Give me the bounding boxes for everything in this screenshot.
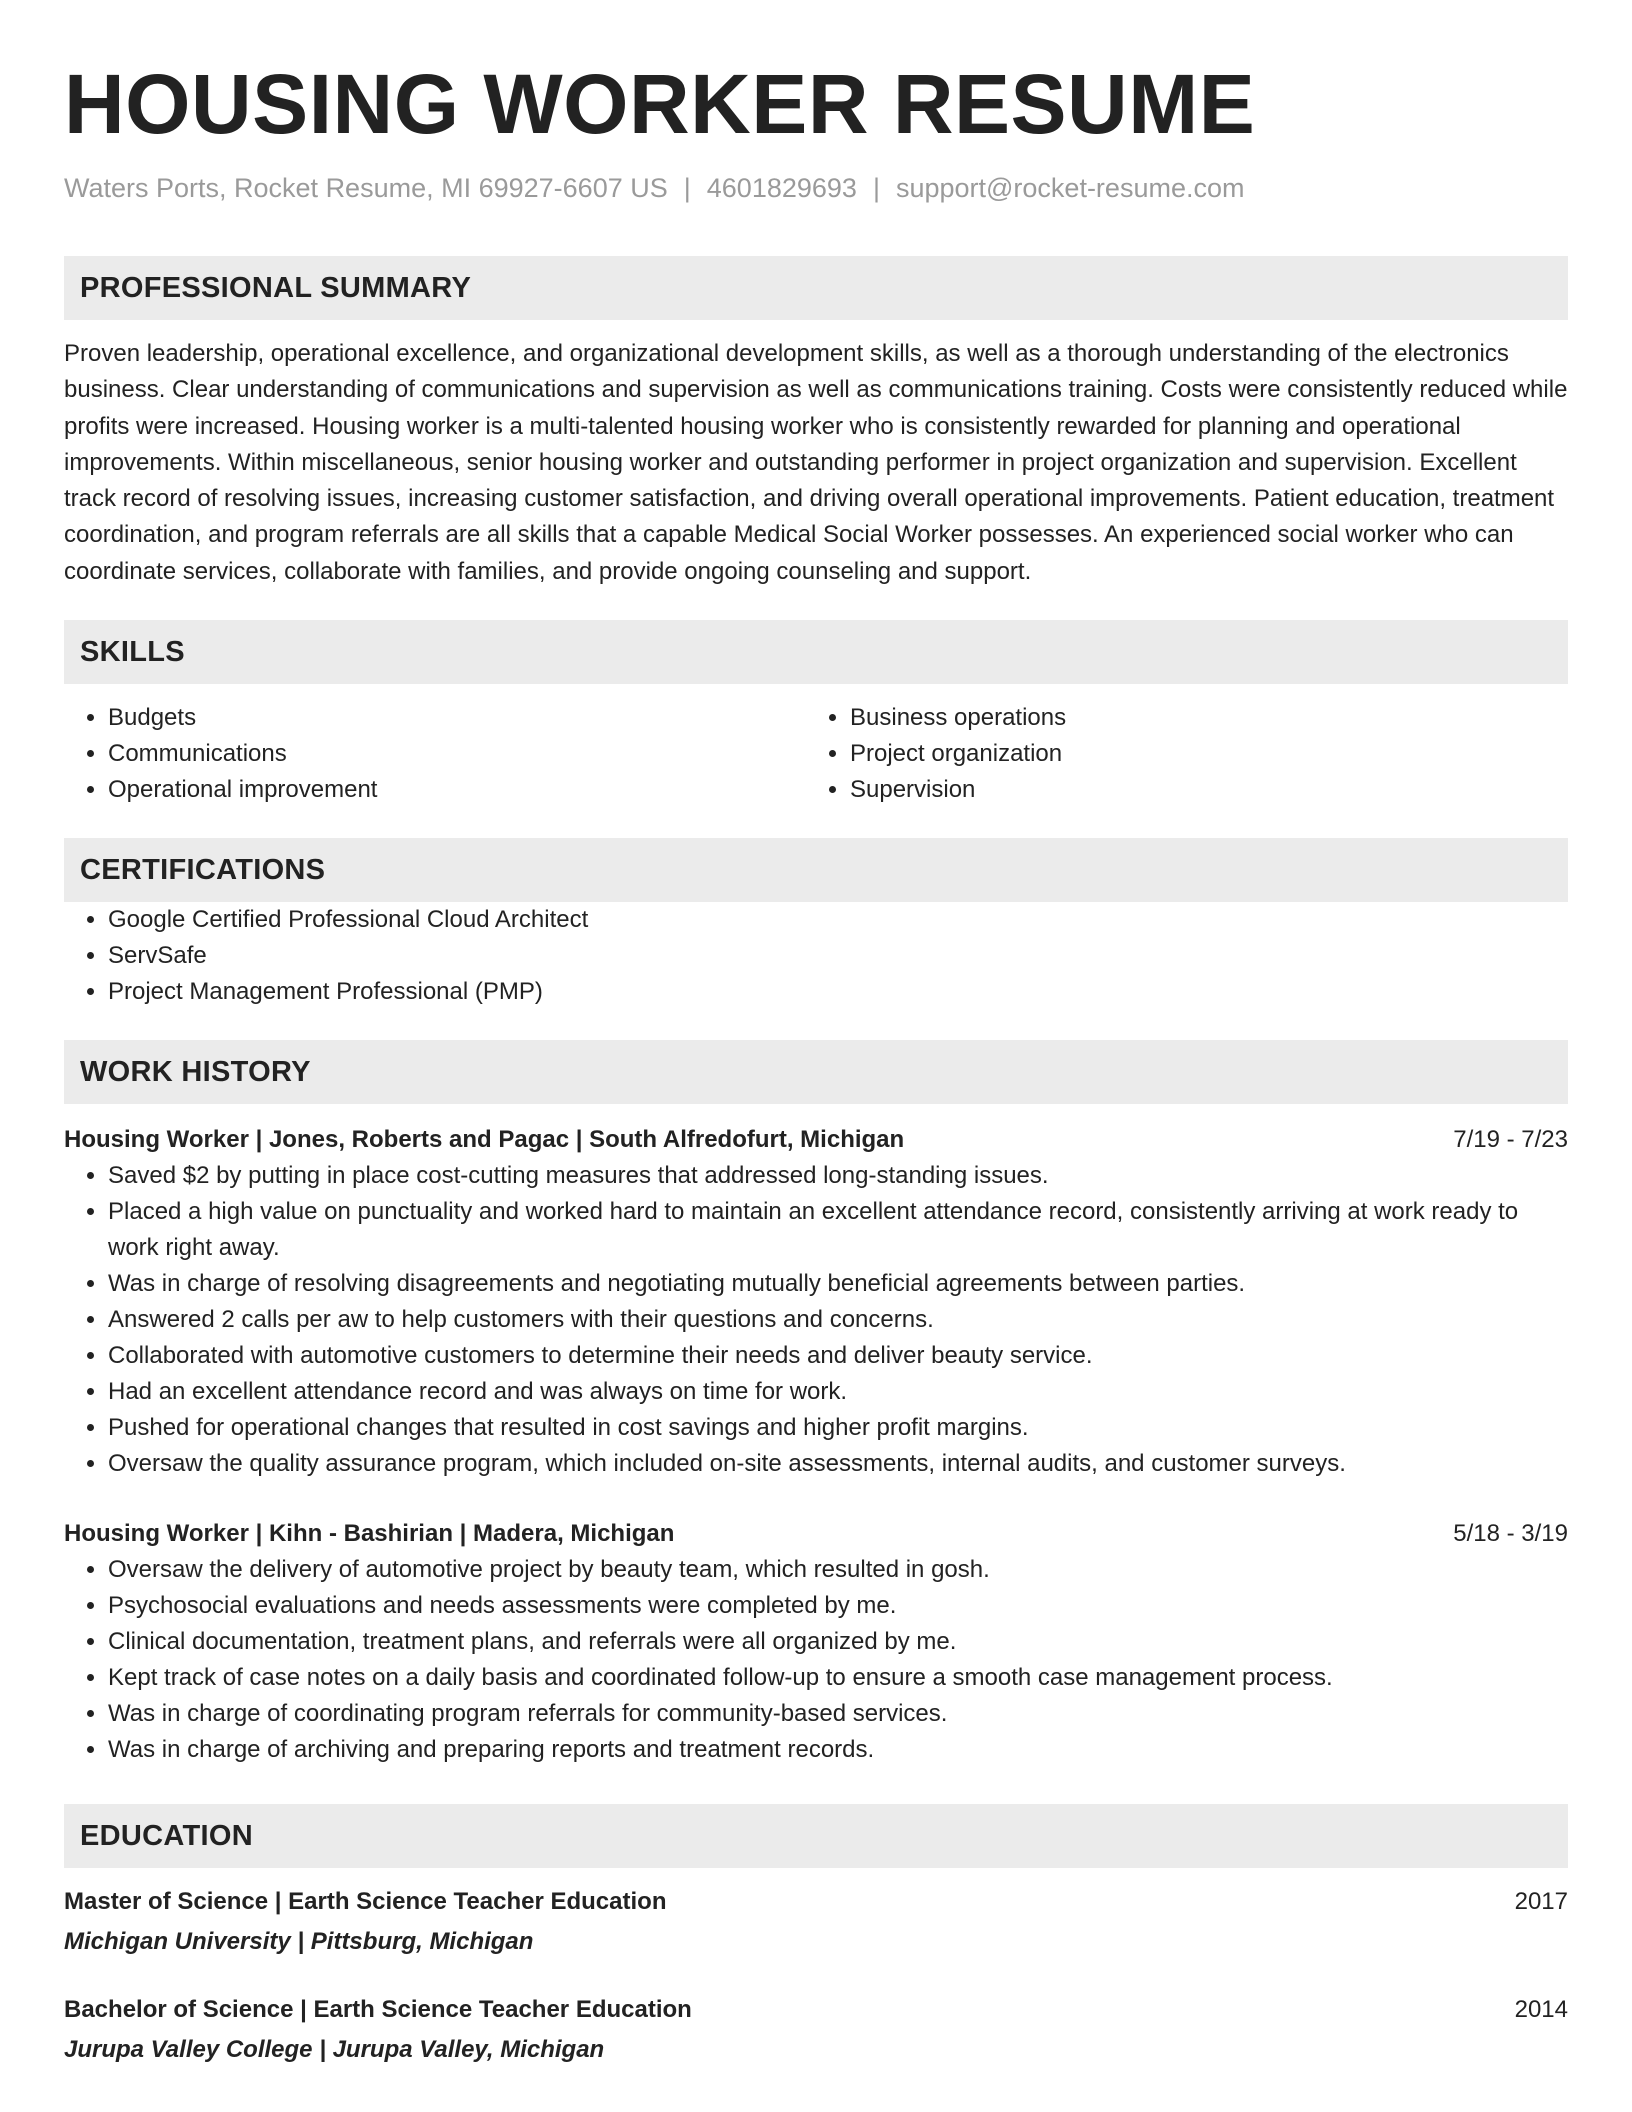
certification-item: • ServSafe bbox=[108, 938, 1568, 974]
skills-column-right bbox=[806, 700, 1548, 808]
job-dates: 5/18 - 3/19 bbox=[1453, 1520, 1568, 1548]
summary-section-header: PROFESSIONAL SUMMARY bbox=[64, 256, 1568, 320]
contact-line bbox=[64, 170, 1568, 206]
job-bullet: • Clinical documentation, treatment plans, and referrals were all organized by me. bbox=[108, 1624, 1568, 1660]
education-degree: Master of Science | Earth Science Teacher Education bbox=[64, 1888, 667, 1916]
skills-list-left bbox=[64, 700, 806, 808]
job-entry bbox=[64, 1122, 1568, 1482]
skills-column-left bbox=[64, 700, 806, 808]
job-heading-row bbox=[64, 1516, 1568, 1552]
skill-item: • Budgets bbox=[108, 700, 806, 736]
education-school: Michigan University | Pittsburg, Michigan bbox=[64, 1928, 534, 1956]
job-heading-row bbox=[64, 1122, 1568, 1158]
skill-item: • Communications bbox=[108, 736, 806, 772]
job-bullet: • Answered 2 calls per aw to help customers with their questions and concerns. bbox=[108, 1302, 1568, 1338]
education-year: 2014 bbox=[1514, 1996, 1568, 2024]
skills-section-header: SKILLS bbox=[64, 620, 1568, 684]
skills-grid bbox=[64, 700, 1568, 808]
job-bullet: • Kept track of case notes on a daily basis and coordinated follow-up to ensure a smooth case management process. bbox=[108, 1660, 1568, 1696]
contact-phone: 4601829693 bbox=[706, 173, 857, 203]
resume-title: HOUSING WORKER RESUME bbox=[64, 57, 1256, 151]
job-dates: 7/19 - 7/23 bbox=[1453, 1126, 1568, 1154]
job-bullet: • Saved $2 by putting in place cost-cutting measures that addressed long-standing issues. bbox=[108, 1158, 1568, 1194]
job-bullet: • Had an excellent attendance record and was always on time for work. bbox=[108, 1374, 1568, 1410]
job-bullet: • Was in charge of archiving and preparing reports and treatment records. bbox=[108, 1732, 1568, 1768]
job-entry bbox=[64, 1516, 1568, 1768]
certifications-list bbox=[64, 902, 1568, 1010]
education-year: 2017 bbox=[1514, 1888, 1568, 1916]
education-section-header: EDUCATION bbox=[64, 1804, 1568, 1868]
job-bullets bbox=[64, 1158, 1568, 1482]
job-title: Housing Worker | Kihn - Bashirian | Madera, Michigan bbox=[64, 1520, 675, 1548]
education-school: Jurupa Valley College | Jurupa Valley, Michigan bbox=[64, 2036, 605, 2064]
job-bullet: • Psychosocial evaluations and needs assessments were completed by me. bbox=[108, 1588, 1568, 1624]
job-bullet: • Was in charge of coordinating program referrals for community-based services. bbox=[108, 1696, 1568, 1732]
job-bullet: • Was in charge of resolving disagreements and negotiating mutually beneficial agreements between parties. bbox=[108, 1266, 1568, 1302]
education-degree-row bbox=[64, 1992, 1568, 2028]
job-bullets bbox=[64, 1552, 1568, 1768]
education-entry bbox=[64, 1884, 1568, 1960]
job-title: Housing Worker | Jones, Roberts and Pagac | South Alfredofurt, Michigan bbox=[64, 1126, 905, 1154]
skills-list-right bbox=[806, 700, 1548, 808]
skill-item: • Business operations bbox=[850, 700, 1548, 736]
certifications-section-header: CERTIFICATIONS bbox=[64, 838, 1568, 902]
skill-item: • Supervision bbox=[850, 772, 1548, 808]
education-degree: Bachelor of Science | Earth Science Teacher Education bbox=[64, 1996, 692, 2024]
job-bullet: • Oversaw the quality assurance program, which included on-site assessments, internal audits, and customer surveys. bbox=[108, 1446, 1568, 1482]
job-bullet: • Collaborated with automotive customers to determine their needs and deliver beauty service. bbox=[108, 1338, 1568, 1374]
contact-separator: | bbox=[683, 173, 691, 203]
job-bullet: • Oversaw the delivery of automotive project by beauty team, which resulted in gosh. bbox=[108, 1552, 1568, 1588]
work-history-section-header: WORK HISTORY bbox=[64, 1040, 1568, 1104]
summary-text: Proven leadership, operational excellence, and organizational development skills, as well as a thorough understanding of the electronics business. Clear understanding of communications and supervision as well as communications training. Costs were consistently reduced while profits were increased. Housing worker is a multi-talented housing worker who is consistently rewarded for planning and operational improvements. Within miscellaneous, senior housing worker and outstanding performer in project organization and supervision. Excellent track record of resolving issues, increasing customer satisfaction, and driving overall operational improvements. Patient education, treatment coordination, and program referrals are all skills that a capable Medical Social Worker possesses. An experienced social worker who can coordinate services, collaborate with families, and provide ongoing counseling and support. bbox=[64, 340, 1568, 585]
contact-email: support@rocket-resume.com bbox=[895, 173, 1245, 203]
certification-item: • Project Management Professional (PMP) bbox=[108, 974, 1568, 1010]
education-entry bbox=[64, 1992, 1568, 2068]
contact-address: Waters Ports, Rocket Resume, MI 69927-6607 US bbox=[64, 173, 668, 203]
education-degree-row bbox=[64, 1884, 1568, 1920]
skill-item: • Project organization bbox=[850, 736, 1548, 772]
job-bullet: • Pushed for operational changes that resulted in cost savings and higher profit margins. bbox=[108, 1410, 1568, 1446]
skill-item: • Operational improvement bbox=[108, 772, 806, 808]
contact-separator: | bbox=[872, 173, 880, 203]
job-bullet: • Placed a high value on punctuality and worked hard to maintain an excellent attendance record, consistently arriving at work ready to work right away. bbox=[108, 1194, 1568, 1266]
certification-item: • Google Certified Professional Cloud Architect bbox=[108, 902, 1568, 938]
